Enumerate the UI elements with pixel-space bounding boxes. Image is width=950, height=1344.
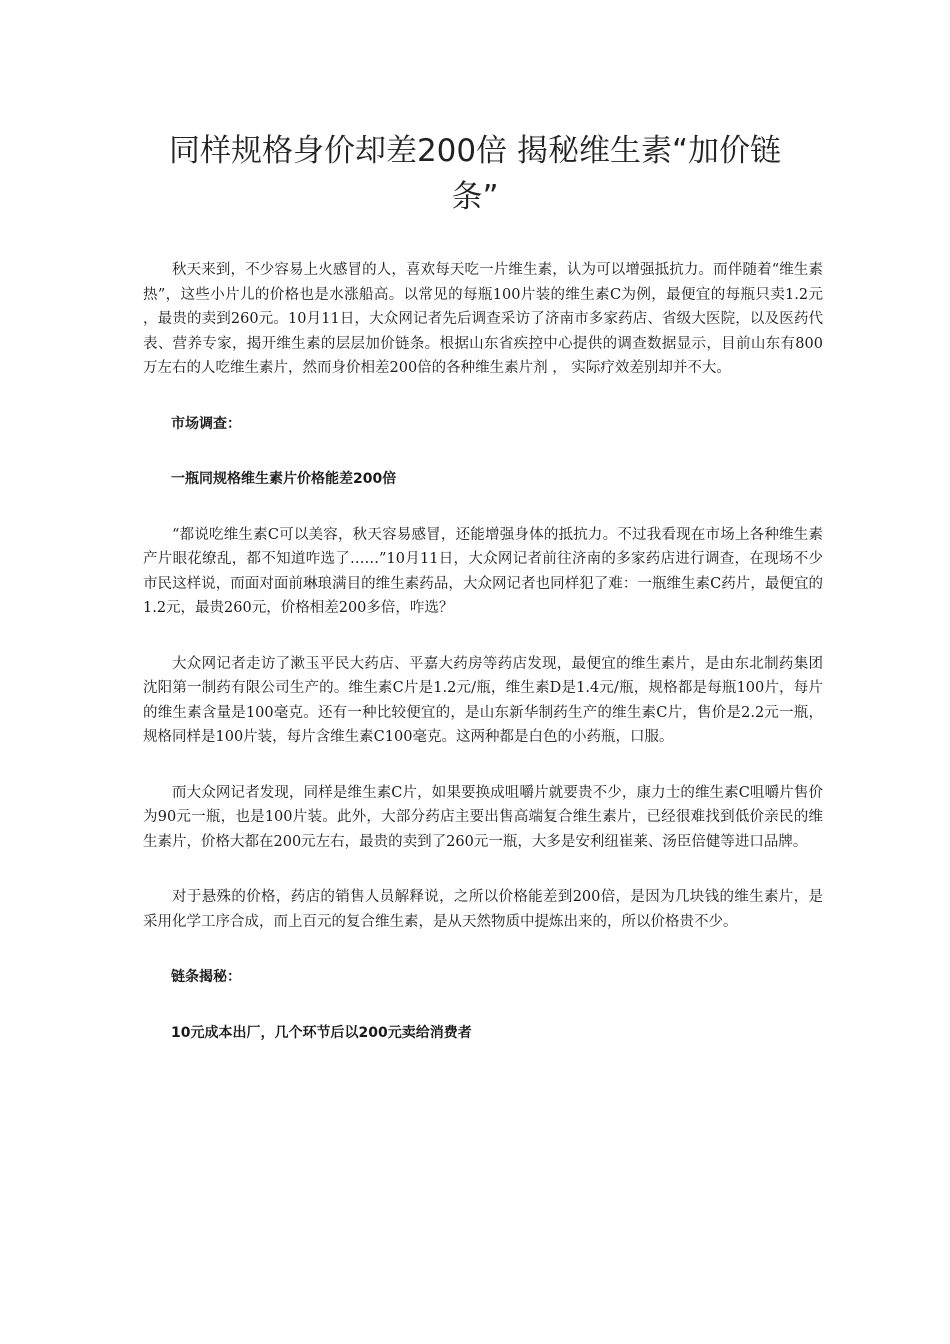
section-subheading-price-gap: 一瓶同规格维生素片价格能差200倍 (171, 471, 397, 487)
article-title: 同样规格身价却差200倍 揭秘维生素“加价链条” (168, 133, 782, 215)
body-paragraph-1: “都说吃维生素C可以美容，秋天容易感冒，还能增强身体的抵抗力。不过我看现在市场上各种维生素产片眼花缭乱，都不知道咋选了……”10月11日，大众网记者前往济南的多家药店进行调查，在现场不少市民这样说，而面对面前琳琅满目的维生素药品，大众网记者也同样犯了难：一瓶维生素C药片，最便宜的1.2元，最贵260元，价格相差200多倍，咋选？ (143, 526, 823, 616)
section-heading-chain-revealed: 链条揭秘： (171, 969, 241, 985)
body-paragraph-2: 大众网记者走访了漱玉平民大药店、平嘉大药房等药店发现，最便宜的维生素片，是由东北制药集团沈阳第一制药有限公司生产的。维生素C片是1.2元/瓶，维生素D是1.4元/瓶，规格都是每瓶100片，每片的维生素含量是100毫克。还有一种比较便宜的，是山东新华制药生产的维生素C片，售价是2.2元一瓶，规格同样是100片装，每片含维生素C100毫克。这两种都是白色的小药瓶，口服。 (143, 655, 823, 745)
section-subheading-cost-chain: 10元成本出厂，几个环节后以200元卖给消费者 (171, 1024, 472, 1041)
article-body (143, 258, 823, 1076)
body-paragraph-3: 而大众网记者发现，同样是维生素C片，如果要换成咀嚼片就要贵不少，康力士的维生素C咀嚼片售价为90元一瓶，也是100片装。此外，大部分药店主要出售高端复合维生素片，已经很难找到低价亲民的维生素片，价格大都在200元左右，最贵的卖到了260元一瓶，大多是安利纽崔莱、汤臣倍健等进口品牌。 (143, 784, 823, 850)
section-heading-market-survey: 市场调查： (171, 415, 241, 432)
body-paragraph-4: 对于悬殊的价格，药店的销售人员解释说，之所以价格能差到200倍，是因为几块钱的维生素片，是采用化学工序合成，而上百元的复合维生素，是从天然物质中提炼出来的，所以价格贵不少。 (143, 889, 823, 930)
intro-paragraph: 秋天来到，不少容易上火感冒的人，喜欢每天吃一片维生素，认为可以增强抵抗力。而伴随着“维生素热”，这些小片儿的价格也是水涨船高。以常见的每瓶100片装的维生素C为例，最便宜的每瓶只卖1.2元 ，最贵的卖到260元。10月11日，大众网记者先后调查采访了济南市多家药店、省级大医院，以及医药代表、营养专家，揭开维生素的层层加价链条。根据山东省疾控中心提供的调查数据显示，目前山东有800万左右的人吃维生素片，然而身价相差200倍的各种维生素片剂 ， 实际疗效差别却并不大。 (143, 262, 823, 376)
